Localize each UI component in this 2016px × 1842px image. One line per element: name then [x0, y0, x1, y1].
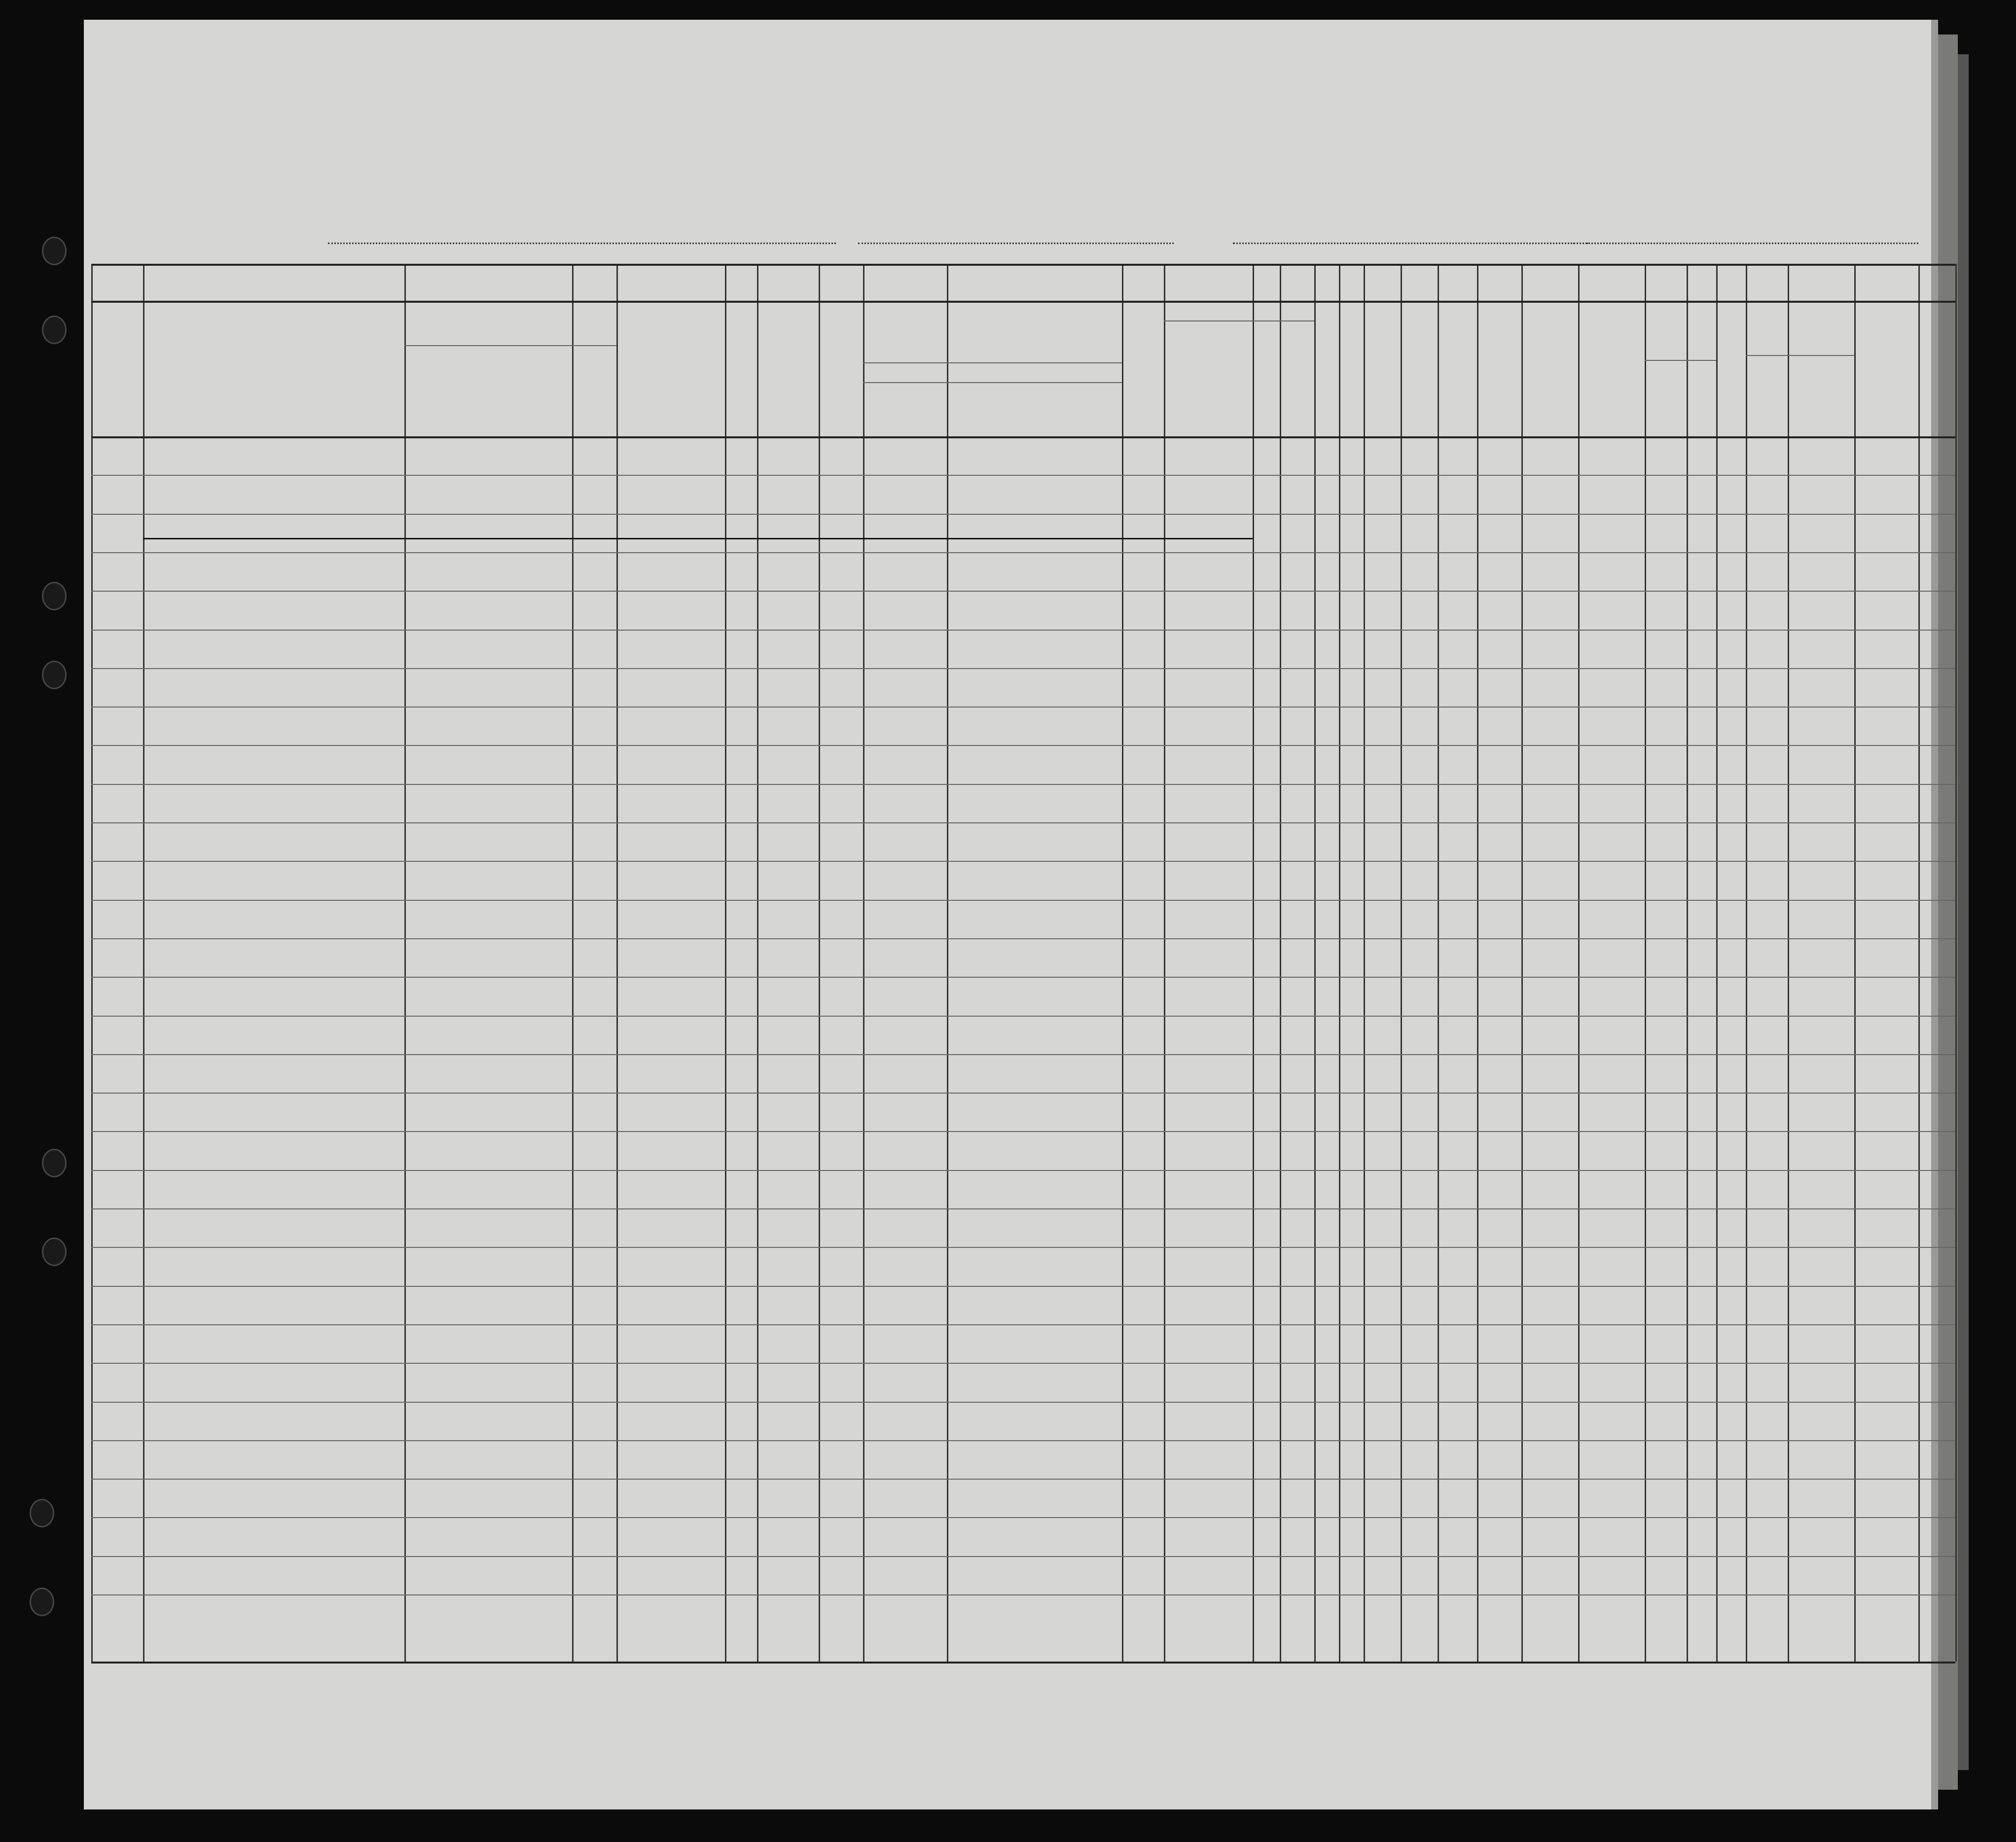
- row-rule: [91, 591, 1955, 592]
- header-deformed: [1580, 338, 1643, 402]
- header-by-whom: [727, 311, 755, 350]
- column-rule: [1854, 264, 1856, 1662]
- subheader-rule: [863, 362, 1122, 363]
- row-rule: [91, 1479, 1955, 1480]
- column-rule: [1788, 264, 1789, 1662]
- header-prison: [1317, 308, 1336, 431]
- row-rule: [91, 552, 1955, 553]
- header-purpose: [1166, 308, 1312, 320]
- row-rule: [91, 745, 1955, 746]
- binder-hole: [30, 1499, 54, 1527]
- column-rule: [863, 264, 864, 1662]
- column-rule: [1401, 264, 1402, 1662]
- manifest-sheet: [84, 20, 1938, 1809]
- header-deported: [1480, 308, 1518, 431]
- header-feet: [1648, 370, 1684, 429]
- header-height: [1647, 338, 1714, 353]
- column-rule: [947, 264, 948, 1662]
- table-bottom-rule: [91, 1662, 1955, 1664]
- header-city: [574, 372, 614, 387]
- column-rule: [1280, 264, 1281, 1662]
- row-rule: [91, 475, 1955, 476]
- row-rule: [91, 668, 1955, 669]
- column-rule: [1521, 264, 1523, 1662]
- header-color-of: [1748, 333, 1852, 348]
- row-rule: [91, 1093, 1955, 1094]
- row-rule: [91, 1556, 1955, 1557]
- column-rule: [572, 264, 574, 1662]
- row-rule: [91, 1594, 1955, 1595]
- port-line: [328, 243, 836, 244]
- row-rule: [91, 1402, 1955, 1403]
- row-rule: [91, 1286, 1955, 1287]
- column-rule: [757, 264, 758, 1662]
- header-yes-no: [821, 382, 861, 407]
- header-eyes: [1790, 397, 1852, 412]
- column-rule: [404, 264, 406, 1662]
- header-marks: [1856, 367, 1916, 387]
- header-bottom-rule: [91, 436, 1955, 438]
- strike-through: [143, 538, 1253, 539]
- column-rule: [819, 264, 820, 1662]
- row-rule: [91, 1208, 1955, 1209]
- row-rule: [91, 514, 1955, 515]
- header-hair: [1748, 397, 1786, 412]
- column-rule: [1122, 264, 1123, 1662]
- table-top-rule: [91, 264, 1955, 266]
- header-if-yes: [865, 367, 1120, 380]
- column-rule: [1645, 264, 1646, 1662]
- column-rule: [1253, 264, 1254, 1662]
- header-fifty-dollars: [760, 308, 816, 431]
- subheader-rule: [1164, 320, 1314, 321]
- page-edge-back: [1958, 54, 1969, 1770]
- column-rule: [1578, 264, 1580, 1662]
- header-number-rule: [91, 301, 1955, 303]
- row-rule: [91, 1363, 1955, 1364]
- row-rule: [91, 1247, 1955, 1248]
- column-rule: [1314, 264, 1316, 1662]
- header-no-on-list: [93, 348, 141, 387]
- header-where: [949, 394, 1120, 414]
- subheader-rule: [1746, 355, 1854, 356]
- row-rule: [91, 707, 1955, 708]
- row-rule: [91, 784, 1955, 785]
- header-overthrow: [1404, 308, 1435, 431]
- column-rule: [1746, 264, 1747, 1662]
- binder-hole: [42, 661, 67, 689]
- row-rule: [91, 1324, 1955, 1325]
- header-offer: [1440, 308, 1474, 431]
- column-rule: [1955, 264, 1957, 1662]
- subheader-rule: [1645, 360, 1716, 361]
- header-condition: [1523, 338, 1576, 402]
- binder-hole: [42, 1238, 67, 1266]
- row-rule: [91, 861, 1955, 862]
- header-ticket: [619, 308, 722, 431]
- column-rule: [1716, 264, 1718, 1662]
- number-line: [1573, 243, 1918, 244]
- header-purpose-return: [1167, 323, 1250, 431]
- column-rule: [91, 264, 93, 1662]
- column-rule: [1687, 264, 1688, 1662]
- binder-hole: [42, 1149, 67, 1177]
- subheader-rule: [863, 382, 1122, 383]
- year-line: [1233, 243, 1588, 244]
- row-rule: [91, 1016, 1955, 1017]
- column-rule: [1339, 264, 1340, 1662]
- column-rule: [1918, 264, 1920, 1662]
- header-complexion: [1718, 362, 1744, 392]
- row-rule: [91, 1517, 1955, 1518]
- date-line: [858, 243, 1174, 244]
- binder-hole: [42, 316, 67, 344]
- header-final-destination-note: [406, 327, 614, 339]
- header-joining: [1124, 353, 1162, 412]
- header-anarchist: [1367, 308, 1398, 431]
- row-rule: [91, 977, 1955, 978]
- column-rule: [725, 264, 726, 1662]
- column-rule: [1364, 264, 1365, 1662]
- column-rule: [143, 264, 144, 1662]
- binder-hole: [30, 1588, 54, 1616]
- binder-hole: [42, 582, 67, 610]
- row-rule: [91, 938, 1955, 939]
- row-rule: [91, 1440, 1955, 1441]
- subheader-rule: [404, 345, 616, 346]
- header-length-of-time: [1256, 323, 1277, 431]
- column-rule: [616, 264, 618, 1662]
- header-year-period: [865, 387, 945, 422]
- header-relative-address: [145, 348, 402, 407]
- header-citizen: [1283, 323, 1311, 431]
- header-state: [406, 372, 570, 387]
- row-rule: [91, 822, 1955, 823]
- header-before-us: [821, 308, 1120, 353]
- header-polygamist: [1342, 308, 1361, 431]
- row-rule: [91, 1054, 1955, 1055]
- column-rule: [1164, 264, 1165, 1662]
- binder-hole: [42, 237, 67, 265]
- row-rule: [91, 1131, 1955, 1132]
- row-rule: [91, 1170, 1955, 1171]
- header-by-whom-note: [727, 355, 755, 429]
- column-rule: [1477, 264, 1478, 1662]
- header-final-destination: [406, 311, 614, 325]
- column-rule: [1438, 264, 1439, 1662]
- header-inches: [1690, 370, 1713, 429]
- page-edge: [1938, 35, 1958, 1790]
- row-rule: [91, 630, 1955, 631]
- row-rule: [91, 900, 1955, 901]
